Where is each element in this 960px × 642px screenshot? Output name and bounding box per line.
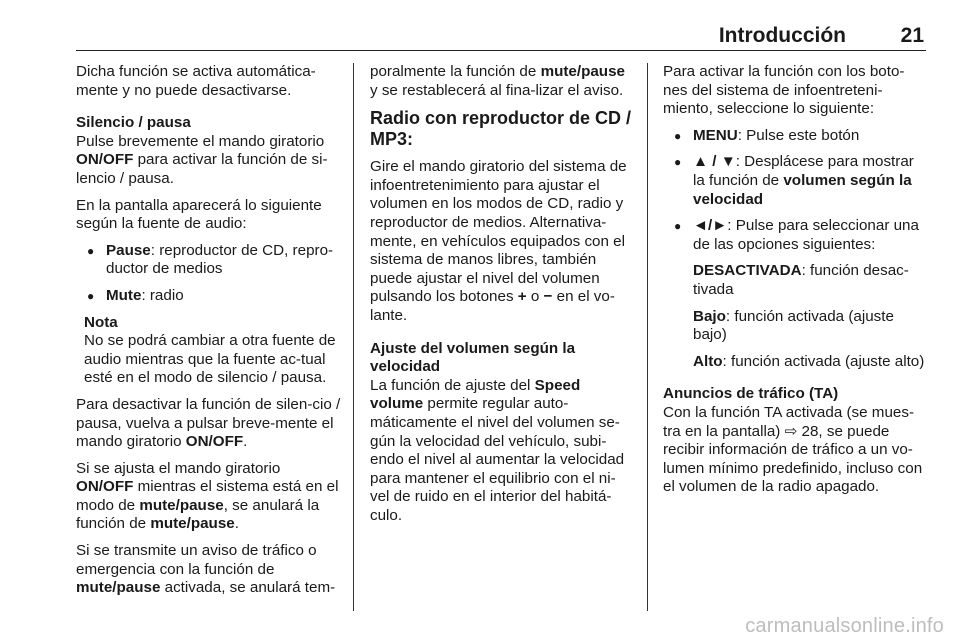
option-item: DESACTIVADA: función desac-tivada bbox=[693, 262, 909, 298]
paragraph: Pulse brevemente el mando giratorio ON/OFF para activar la función de si-lencio / pausa. bbox=[76, 132, 328, 187]
section-heading-radio-cd: Radio con reproductor de CD / MP3: bbox=[370, 108, 632, 150]
list-item: ● MENU: Pulse este botón bbox=[663, 127, 928, 146]
paragraph: Gire el mando giratorio del sistema de infoentretenimiento para ajustar el volumen en los modos de CD, radio y reproductor de medios. Alternativa-mente, en vehículos equipados con el sistema de manos libres, también puede ajustar el nivel del volumen pulsando los botones + o − en el vo-lante. bbox=[370, 158, 627, 324]
paragraph: La función de ajuste del Speed volume permite regular auto-máticamente el nivel del volumen se-gún la velocidad del vehículo, subi-endo el nivel al aumentar la velocidad para mantener el equilibrio con el ni-vel de ruido en el interior del habitá-culo. bbox=[370, 376, 625, 524]
page-title: Introducción bbox=[718, 24, 846, 47]
note-text: No se podrá cambiar a otra fuente de audio mientras que la fuente ac-tual esté en el modo de silencio / pausa. bbox=[84, 332, 336, 387]
left-right-arrow-icon: ◄/► bbox=[693, 217, 728, 235]
paragraph: Para desactivar la función de silen-cio / pausa, vuelva a pulsar breve-mente el mando giratorio ON/OFF. bbox=[76, 395, 341, 451]
list-item: ● Pause: reproductor de CD, repro-ductor de medios bbox=[76, 242, 341, 279]
page-reference-icon: ⇨ bbox=[784, 422, 798, 440]
note-box bbox=[76, 314, 341, 388]
paragraph: Si se ajusta el mando giratorio ON/OFF mientras el sistema está en el modo de mute/pause, se anulará la función de mute/pause. bbox=[76, 459, 339, 533]
list-item: ● ▲ / ▼: Desplácese para mostrar la función de volumen según la velocidad bbox=[663, 153, 928, 209]
column-divider bbox=[353, 63, 354, 611]
page-number: 21 bbox=[900, 24, 924, 47]
section-heading-mute: Silencio / pausa bbox=[76, 114, 191, 132]
up-down-arrow-icon: ▲ / ▼ bbox=[693, 153, 736, 171]
paragraph: Para activar la función con los boto-nes del sistema de infoentreteni-miento, seleccione lo siguiente: bbox=[663, 63, 905, 118]
list-item: ● Mute: radio bbox=[76, 287, 341, 306]
paragraph: Dicha función se activa automática-mente y no puede desactivarse. bbox=[76, 63, 316, 99]
section-heading-traffic: Anuncios de tráfico (TA) bbox=[663, 385, 839, 403]
bullet-list bbox=[663, 127, 928, 255]
column-1 bbox=[76, 63, 341, 606]
paragraph: Con la función TA activada (se mues-tra en la pantalla) ⇨ 28, se puede recibir información de tráfico a un vo-lumen mínimo predefinido, incluso con el volumen de la radio apagado. bbox=[663, 403, 923, 496]
note-label: Nota bbox=[84, 313, 118, 331]
option-item: Alto: función activada (ajuste alto) bbox=[693, 352, 925, 370]
option-item: Bajo: función activada (ajuste bajo) bbox=[693, 307, 894, 344]
paragraph: Si se transmite un aviso de tráfico o emergencia con la función de mute/pause activada, se anulará tem- bbox=[76, 542, 336, 597]
minus-icon: − bbox=[543, 288, 553, 306]
section-heading-speed-volume: Ajuste del volumen según la velocidad bbox=[370, 339, 576, 376]
column-2 bbox=[370, 63, 635, 533]
page-header bbox=[76, 0, 926, 51]
list-item: ● ◄/►: Pulse para seleccionar una de las opciones siguientes: bbox=[663, 217, 928, 254]
paragraph: En la pantalla aparecerá lo siguiente según la fuente de audio: bbox=[76, 196, 322, 233]
paragraph: poralmente la función de mute/pause y se restablecerá al fina-lizar el aviso. bbox=[370, 63, 625, 99]
plus-icon: + bbox=[517, 288, 527, 306]
watermark: carmanualsonline.info bbox=[745, 615, 944, 637]
column-divider bbox=[647, 63, 648, 611]
column-3 bbox=[663, 63, 928, 505]
bullet-list bbox=[76, 242, 341, 306]
